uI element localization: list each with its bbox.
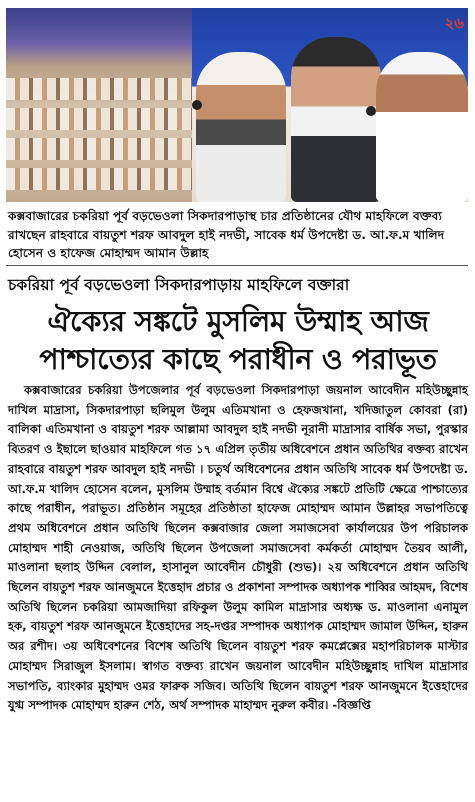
speaker-right [376,52,468,202]
microphone-icon [366,106,376,116]
article-body: কক্সবাজারের চকরিয়া উপজেলার পূর্ব বড়ভেওলা সিকদারপাড়া জয়নাল আবেদীন মহিউচ্ছুন্নাহ দাখিল মাদ্রাসা, সিকদারপাড়া ছলিমুল উলুম এতিমখানা ও হেফজখানা, খদিজাতুল কোবরা (রা) বালিকা এতিমখানা ও বায়তুশ শরফ আল্লামা আবদুল হাই নদভী নূরানী মাদ্রাসার বার্ষিক সভা, পুরস্কার বিতরণ ও ইছালে ছাওয়াব মাহফিলে গত ১৭ এপ্রিল তৃতীয় অধিবেশনে প্রধান অতিথির বক্তব্য রাখেন রাহবারে বায়তুশ শরফ আবদুল হাই নদভী । চতুর্থ অধিবেশনের প্রধান অতিথি সাবেক ধর্ম উপদেষ্টা ড. আ.ফ.ম খালিদ হোসেন বলেন, মুসলিম উম্মাহ বর্তমান বিশ্বে ঐক্যের সঙ্কটে প্রতিটি ক্ষেত্রে পাশ্চাত্যের কাছে পরাধীন, পরাভূত। প্রতিষ্ঠান সমূহের প্রতিষ্ঠাতা হাফেজ মোহাম্মদ আমান উল্লাহর সভাপতিত্বে প্রথম অধিবেশনে প্রধান অতিথি ছিলেন কক্সবাজার জেলা সমাজসেবা কার্যালয়ের উপ পরিচালক মোহাম্মদ শাহী নেওয়াজ, অতিথি ছিলেন উপজেলা সমাজসেবা কর্মকর্তা মোহাম্মদ তৈয়ব আলী, মাওলানা ছলাহ উদ্দিন বেলাল, হাসানুল আবেদীন চৌধুরী (শুভ)। ২য় অধিবেশনে প্রধান অতিথি ছিলেন বায়তুশ শরফ আনজুমনে ইত্তেহাদ প্রচার ও প্রকাশনা সম্পাদক অধ্যাপক শাব্বির আহমদ, বিশেষ অতিথি ছিলেন চকরিয়া আমজাদিয়া রফিকুল উলুম কামিল মাদ্রাসার অধ্যক্ষ ড. মাওলানা এনামুল হক, বায়তুশ শরফ আনজুমনে ইত্তেহাদের সহ-দপ্তর সম্পাদক অধ্যাপক মোহাম্মদ জামাল উদ্দিন, হারুন অর রশীদ। ৩য় অধিবেশনের বিশেষ অতিথি ছিলেন বায়তুশ শরফ কমপ্লেক্সের মহাপরিচালক মাস্টার মোহাম্মদ সিরাজুল ইসলাম। স্বাগত বক্তব্য রাখেন জয়নাল আবেদীন মহিউচ্ছুন্নাহ দাখিল মাদ্রাসার সভাপতি, ব্যাংকার মুহাম্মদ ওমর ফারুক সজিব। অতিথি ছিলেন বায়তুশ শরফ আনজুমনে ইত্তেহাদের যুগ্ম সম্পাদক মোহাম্মদ হারুন শেঠ, অর্থ সম্পাদক মাহাম্মদ নুরুল কবীর। -বিজ্ঞপ্তি [8,383,468,713]
divider [6,265,468,266]
banner-text: ২৬ [444,14,464,32]
news-photo [6,8,468,202]
speaker-center [291,37,381,202]
audience-crowd [6,8,192,202]
microphone-icon [192,100,202,110]
speaker-left [196,52,286,202]
photo-caption: কক্সবাজারের চকরিয়া পূর্ব বড়ভেওলা সিকদারপাড়াস্থ চার প্রতিষ্ঠানের যৌথ মাহফিলে বক্তব্য রাখছেন রাহবারে বায়তুশ শরফ আবদুল হাই নদভী, সাবেক ধর্ম উপদেষ্টা ড. আ.ফ.ম খালিদ হোসেন ও হাফেজ মোহাম্মদ আমান উল্লাহ [8,209,445,260]
kicker: চকরিয়া পূর্ব বড়ভেওলা সিকদারপাড়ায় মাহফিলে বক্তারা [8,276,350,294]
headline: ঐক্যের সঙ্কটে মুসলিম উম্মাহ আজ পাশ্চাত্যের কাছে পরাধীন ও পরাভূত [39,305,437,376]
